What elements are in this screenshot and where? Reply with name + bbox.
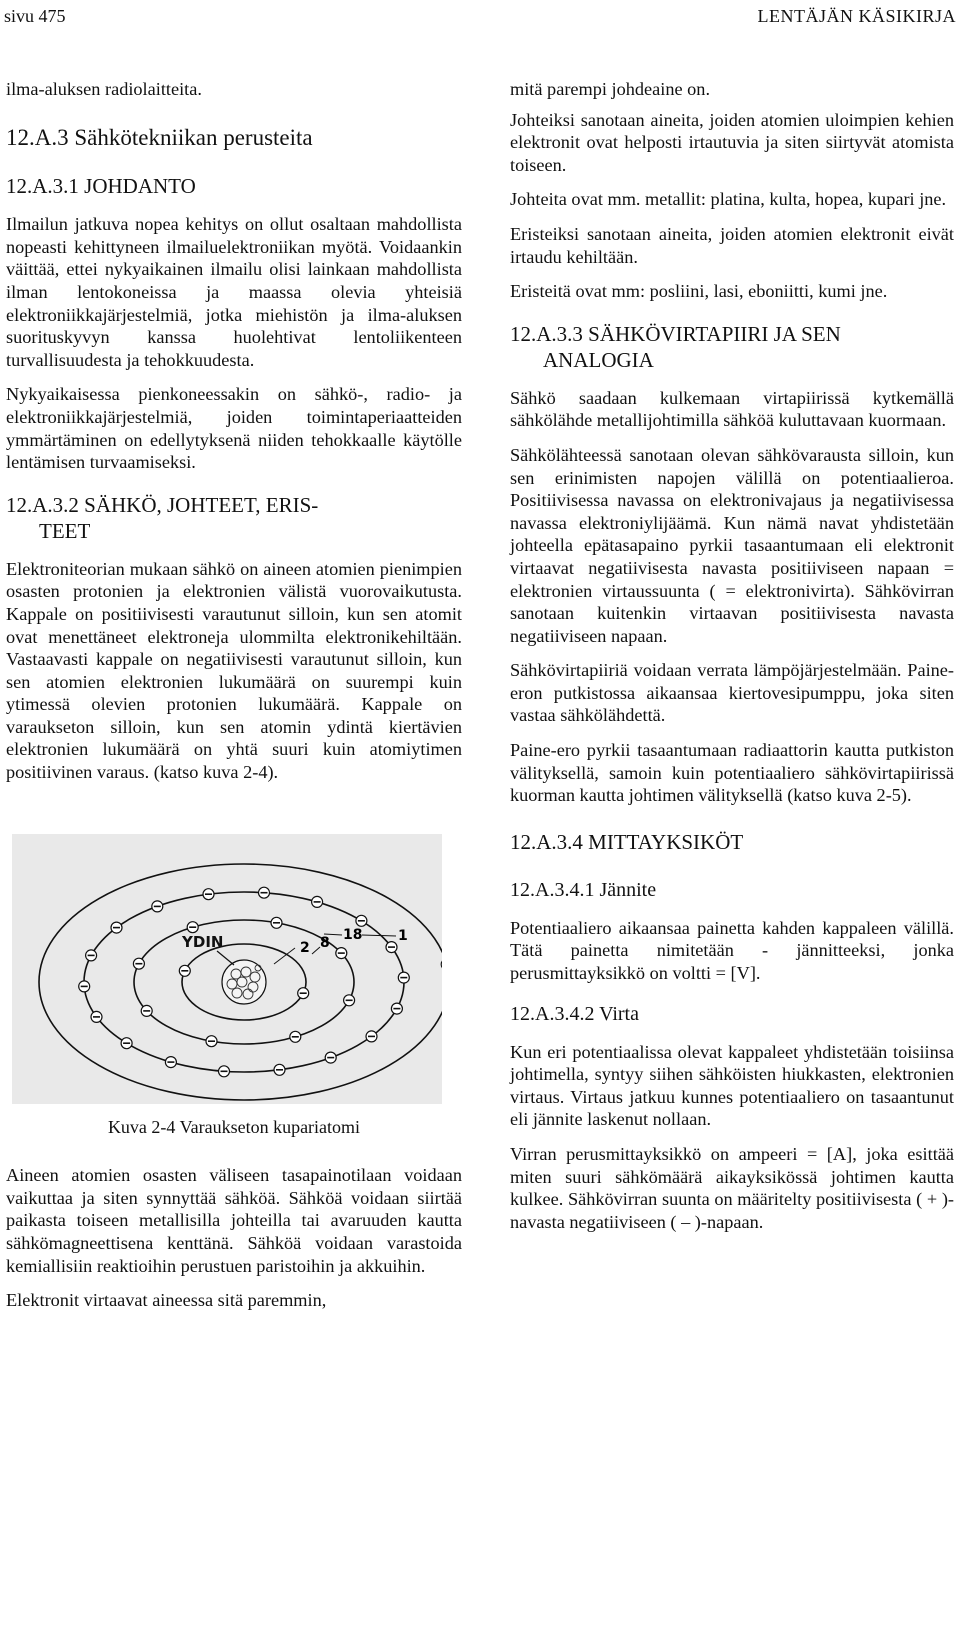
subsection-mittayksikot-heading: 12.A.3.4 MITTAYKSIKÖT: [510, 829, 744, 854]
subsection-virtapiiri-heading: [510, 321, 954, 373]
shell-label-3: 18: [343, 926, 363, 943]
virta-paragraph-2: Virran perusmittayksikkö on ampeeri = [A], joka esittää miten suuri sähkömäärä aikayksikössä johtimen kautta kulkee. Sähkövirran suunta on määritelty positiivisesta ( + )-navasta negatiiviseen ( – )-napaan.: [510, 1144, 954, 1232]
virtapiiri-paragraph-4: Paine-ero pyrkii tasaantumaan radiaattorin kautta putkiston välityksellä, samoin kuin potentiaaliero sähkövirtapiirissä kuorman kautta johtimen välityksellä (katso kuva 2-5).: [510, 740, 954, 806]
johteet-paragraph-3: Johteita ovat mm. metallit: platina, kulta, hopea, kupari jne.: [510, 189, 947, 210]
virta-paragraph-1: Kun eri potentiaalissa olevat kappaleet yhdistetään toisiinsa johtimella, syntyy siihen sähköisten hiukkasten, elektronien virtaus. Virtaus jatkuu kunnes potentiaaliero on tasaantunut eli jännite laskenut nollaan.: [510, 1041, 954, 1130]
nucleus-label: YDIN: [182, 932, 224, 951]
nucleus: [222, 960, 266, 1004]
book-title: LENTÄJÄN KÄSIKIRJA: [757, 6, 956, 26]
johteet-paragraph-2: Johteiksi sanotaan aineita, joiden atomien uloimpien kehien elektronit ovat helposti irtautuvia ja siten siirtyvät atomista toiseen.: [510, 109, 954, 175]
sahko-paragraph-2: Aineen atomien osasten väliseen tasapainotilaan voidaan vaikuttaa ja siten synnyttää sähköä. Sähköä voidaan siirtää paikasta toiseen metallisilla johteilla tai avaruuden kautta sähkömagneettisena kenttänä. Sähköä voidaan varastoida kemiallisiin reaktioihin perustuen paristoihin ja akkuihin.: [6, 1165, 462, 1276]
johteet-paragraph-1: mitä parempi johdeaine on.: [510, 79, 711, 99]
subsection-jannite-heading: 12.A.3.4.1 Jännite: [510, 878, 657, 901]
virtapiiri-paragraph-1: Sähkö saadaan kulkemaan virtapiirissä kytkemällä sähkölähde metallijohtimilla sähköä kuluttavaan kuormaan.: [510, 387, 954, 431]
johdanto-paragraph-2: Nykyaikaisessa pienkoneessakin on sähkö-, radio- ja elektroniikkajärjestelmiä, joiden toimintaperiaatteiden ymmärtäminen on edellytyksenä niiden tehokkaalle käytölle lentämisen turvaamiseksi.: [6, 384, 462, 473]
subsection-virtapiiri-heading-line1: 12.A.3.3 SÄHKÖVIRTAPIIRI JA SEN: [510, 321, 841, 346]
eristeet-paragraph-1: Eristeiksi sanotaan aineita, joiden atomien elektronit eivät irtaudu kehiltään.: [510, 223, 954, 267]
shell-label-4: 1: [398, 927, 408, 944]
copper-atom-diagram: [12, 834, 442, 1104]
virtapiiri-paragraph-3: Sähkövirtapiiriä voidaan verrata lämpöjärjestelmään. Paine-eron putkistossa aikaansaa kiertovesipumppu, joka siten vastaa sähkölähdettä.: [510, 660, 954, 726]
left-column: [6, 78, 462, 1324]
section-heading: 12.A.3 Sähkötekniikan perusteita: [6, 124, 313, 150]
sahko-paragraph-1: Elektroniteorian mukaan sähkö on aineen atomien pienimpien osasten protonien ja elektronien välistä vuorovaikutusta. Kappale on positiivisesti varautunut silloin, kun sen atomit ovat menettäneet elektroneja ulommilta elektronikehiltään. Vastaavasti kappale on negatiivisesti varautunut silloin, kun sen atomien elektronien lukumäärä on suurempi kuin ytimessä olevien protonien lukumäärä. Kappale on varaukseton silloin, kun sen atomin ydintä kiertävien elektronien lukumäärä on yhtä suuri kuin atomiytimen positiivinen varaus. (katso kuva 2-4).: [6, 558, 462, 783]
right-column: [510, 78, 954, 1245]
figure-caption: Kuva 2-4 Varaukseton kupariatomi: [107, 1116, 361, 1137]
intro-line: ilma-aluksen radiolaitteita.: [6, 79, 202, 99]
page-number: sivu 475: [4, 6, 66, 26]
eristeet-paragraph-2: Eristeitä ovat mm: posliini, lasi, eboniitti, kumi jne.: [510, 281, 888, 302]
subsection-sahko-heading-line2: TEET: [39, 518, 91, 543]
subsection-johdanto-heading: 12.A.3.1 JOHDANTO: [6, 174, 196, 199]
virtapiiri-paragraph-2: Sähkölähteessä sanotaan olevan sähkövаrausta silloin, kun sen erinimisten napojen välillä on potentiaalieroa. Positiivisessa navassa on elektronivajaus ja negatiivisessa navassa elektroniylijäämä. Kun nämä navat yhdistetään johteella epätasapaino pyrkii tasaantumaan eli elektronit virtaavat negatiivisesta navasta positiiviseen napaan = elektronien virtaussuunta ( = elektronivirta). Sähkövirran sanotaan kuitenkin virtaavan positiivisesta navasta negatiiviseen napaan.: [510, 444, 954, 646]
johdanto-paragraph-1: Ilmailun jatkuva nopea kehitys on ollut osaltaan mahdollista nopeasti kehittyneen ilmailuelektroniikan myötä. Voidaankin väittää, ettei nykyaikainen ilmailu olisi lainkaan mahdollista ilman lentokoneissa ja maassa olevia yhteisiä elektroniikkajärjestelmiä, jotka miehistön ja ilma-aluksen suorituskyvyn kanssa huolehtivat lentoliikenteen turvallisuudesta ja tehokkuudesta.: [6, 214, 462, 370]
subsection-virta-heading: 12.A.3.4.2 Virta: [510, 1002, 639, 1025]
subsection-sahko-heading: [6, 492, 462, 544]
sahko-paragraph-3: Elektronit virtaavat aineessa sitä paremmin,: [6, 1290, 327, 1311]
page-header: [4, 6, 956, 34]
subsection-sahko-heading-line1: 12.A.3.2 SÄHKÖ, JOHTEET, ERIS-: [6, 492, 319, 517]
shell-label-1: 2: [300, 939, 310, 956]
copper-atom-figure: [12, 834, 442, 1104]
shell-label-2: 8: [320, 934, 330, 951]
subsection-virtapiiri-heading-line2: ANALOGIA: [543, 347, 654, 372]
jannite-paragraph: Potentiaaliero aikaansaa painetta kahden kappaleen välillä. Tätä painetta nimitetään - jännitteeksi, jonka perusmittayksikkö on voltti = [V].: [510, 917, 954, 984]
